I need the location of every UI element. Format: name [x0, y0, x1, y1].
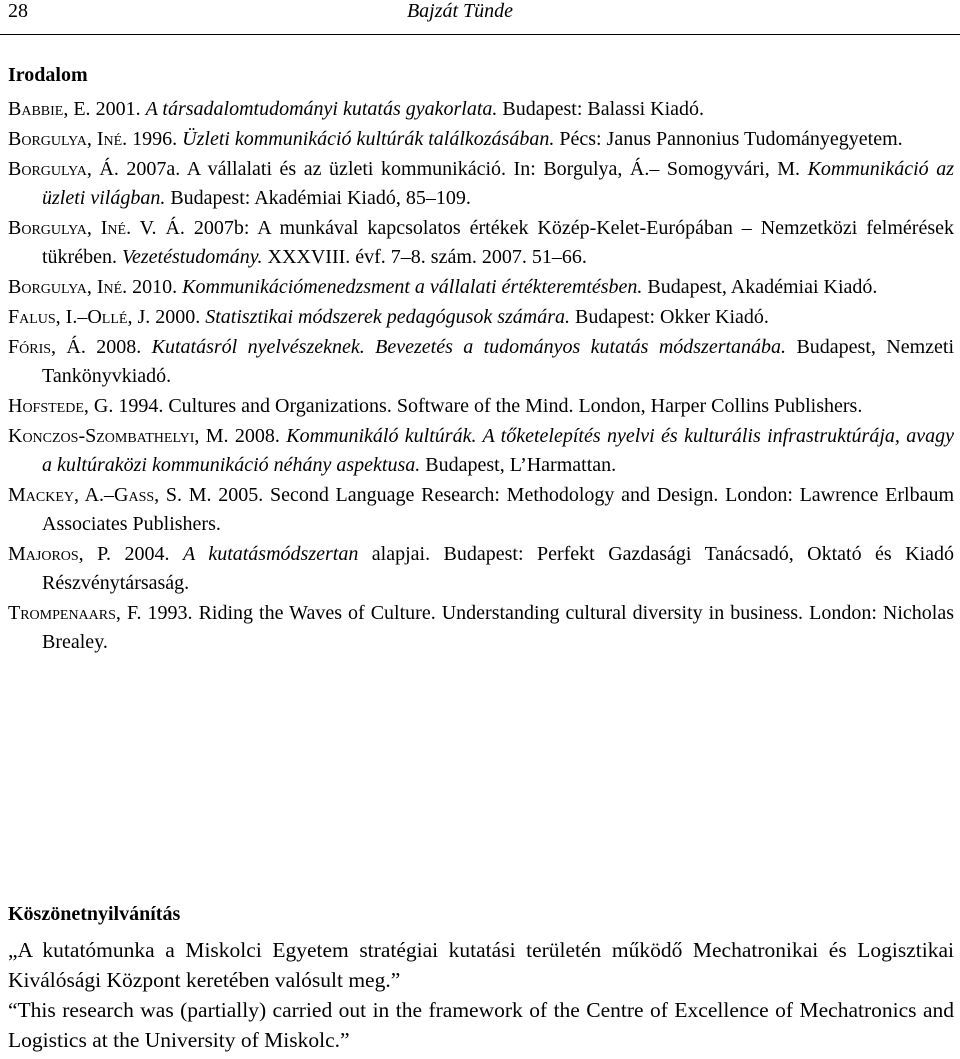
reference-item: Konczos-Szombathelyi, M. 2008. Kommunikáló kultúrák. A tőketelepítés nyelvi és kulturális infrastruktúrája, avagy a kultúraközi kommunikáció néhány aspektusa. Budapest, L’Harmattan. [8, 425, 954, 476]
acknowledgement-text [8, 935, 954, 1055]
reference-item: Majoros, P. 2004. A kutatásmódszertan alapjai. Budapest: Perfekt Gazdasági Tanácsadó, Oktató és Kiadó Részvénytársaság. [8, 543, 955, 594]
reference-item: Hofstede, G. 1994. Cultures and Organizations. Software of the Mind. London, Harper Collins Publishers. [8, 395, 863, 417]
reference-item: Borgulya, Iné. 2010. Kommunikációmenedzsment a vállalati értékteremtésben. Budapest, Akadémiai Kiadó. [8, 276, 878, 298]
reference-item: Mackey, A.–Gass, S. M. 2005. Second Language Research: Methodology and Design. London: Lawrence Erlbaum Associates Publishers. [8, 484, 954, 535]
acknowledgement-english: “This research was (partially) carried out in the framework of the Centre of Excellence of Mechatronics and Logistics at the University of Miskolc.” [8, 998, 954, 1052]
references-heading: Irodalom [8, 64, 88, 86]
acknowledgement-hungarian: „A kutatómunka a Miskolci Egyetem stratégiai kutatási területén működő Mechatronikai és Logisztikai Kiválósági Központ keretében valósult meg.” [8, 938, 954, 992]
reference-item: Borgulya, Á. 2007a. A vállalati és az üzleti kommunikáció. In: Borgulya, Á.– Somogyvári, M. Kommunikáció az üzleti világban. Budapest: Akadémiai Kiadó, 85–109. [8, 158, 954, 209]
reference-item: Fóris, Á. 2008. Kutatásról nyelvészeknek. Bevezetés a tudományos kutatás módszertanába. Budapest, Nemzeti Tankönyvkiadó. [8, 336, 955, 387]
page-number: 28 [8, 0, 28, 22]
reference-item: Babbie, E. 2001. A társadalomtudományi kutatás gyakorlata. Budapest: Balassi Kiadó. [8, 98, 705, 120]
reference-item: Borgulya, Iné. V. Á. 2007b: A munkával kapcsolatos értékek Közép-Kelet-Európában – Nemzetközi felmérések tükrében. Vezetéstudomány. XXXVIII. évf. 7–8. szám. 2007. 51–66. [8, 217, 954, 268]
acknowledgement-heading: Köszönetnyilvánítás [8, 903, 181, 925]
running-author: Bajzát Tünde [406, 0, 514, 22]
reference-item: Borgulya, Iné. 1996. Üzleti kommunikáció kultúrák találkozásában. Pécs: Janus Pannonius Tudományegyetem. [8, 128, 903, 150]
reference-list [8, 95, 954, 658]
page-header [0, 0, 960, 35]
reference-item: Falus, I.–Ollé, J. 2000. Statisztikai módszerek pedagógusok számára. Budapest: Okker Kiadó. [8, 306, 769, 328]
reference-item: Trompenaars, F. 1993. Riding the Waves of Culture. Understanding cultural diversity in business. London: Nicholas Brealey. [8, 602, 955, 653]
